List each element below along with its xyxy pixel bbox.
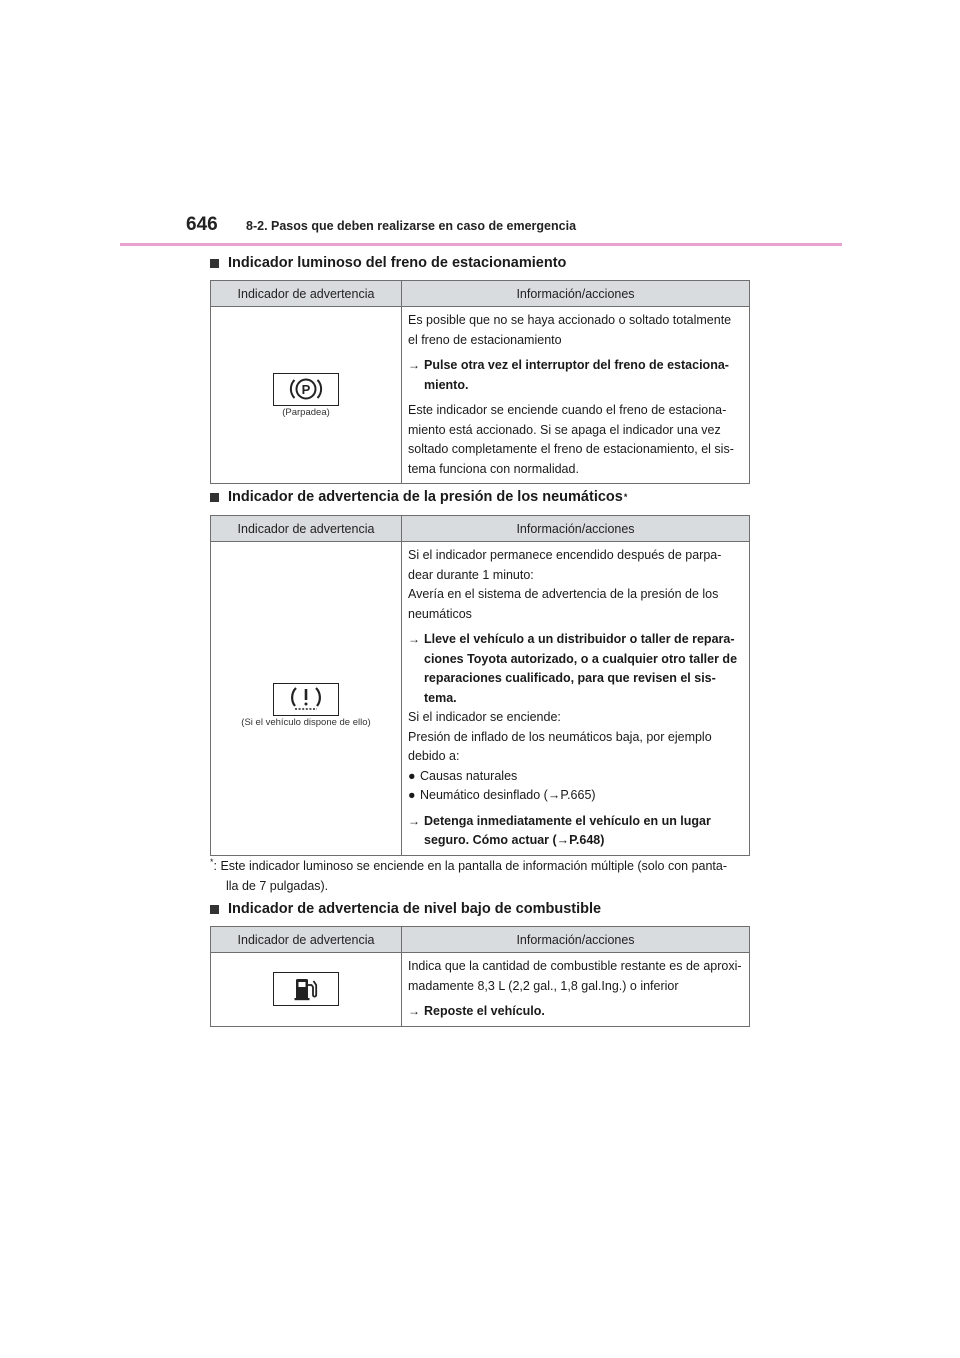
indicator-cell bbox=[211, 307, 402, 484]
bullet-icon: ● bbox=[408, 788, 416, 802]
tire-pressure-icon bbox=[273, 683, 339, 716]
parking-brake-table bbox=[210, 280, 750, 484]
info-text: Es posible que no se haya accionado o soltado totalmente el freno de estacionamiento bbox=[408, 313, 732, 347]
info-cell bbox=[402, 542, 750, 856]
info-cell bbox=[402, 953, 750, 1027]
list-item: ● Causas naturales bbox=[408, 767, 744, 787]
arrow-icon: → bbox=[547, 788, 561, 802]
info-text: Si el indicador se enciende: bbox=[408, 710, 561, 724]
column-header-info: Información/acciones bbox=[402, 927, 750, 953]
section-title-parking-brake: Indicador luminoso del freno de estacionamiento bbox=[210, 255, 566, 271]
info-text: Indica que la cantidad de combustible restante es de aproxi-madamente 8,3 L (2,2 gal., 1,8 gal.Ing.) o inferior bbox=[408, 959, 742, 993]
parking-brake-icon bbox=[273, 373, 339, 406]
column-header-indicator: Indicador de advertencia bbox=[211, 927, 402, 953]
footnote-mark: * bbox=[210, 857, 214, 867]
action-item: → Lleve el vehículo a un distribuidor o taller de repara-ciones Toyota autorizado, o a cualquier otro taller de reparaciones cualificado, para que revisen el sis-tema. bbox=[408, 630, 744, 708]
arrow-icon: → bbox=[408, 632, 420, 646]
list-item: ● Neumático desinflado (→P.665) bbox=[408, 786, 744, 806]
fuel-pump-icon bbox=[273, 972, 339, 1006]
action-item: → Pulse otra vez el interruptor del freno de estaciona-miento. bbox=[408, 356, 744, 395]
arrow-icon: → bbox=[408, 1004, 420, 1018]
square-bullet-icon bbox=[210, 905, 219, 914]
arrow-icon: → bbox=[408, 813, 420, 828]
info-text: Avería en el sistema de advertencia de la presión de los neumáticos bbox=[408, 587, 719, 621]
tire-pressure-table bbox=[210, 515, 750, 856]
action-item: → Reposte el vehículo. bbox=[408, 1002, 744, 1022]
column-header-info: Información/acciones bbox=[402, 516, 750, 542]
info-text: Presión de inflado de los neumáticos baja, por ejemplo debido a: bbox=[408, 729, 712, 763]
page-number: 646 bbox=[186, 214, 218, 235]
info-cell bbox=[402, 307, 750, 484]
action-item: → Detenga inmediatamente el vehículo en un lugar seguro. Cómo actuar (→P.648) bbox=[408, 812, 744, 851]
square-bullet-icon bbox=[210, 259, 219, 268]
footnote: *: Este indicador luminoso se enciende en la pantalla de información múltiple (solo con panta- lla de 7 pulgadas). bbox=[210, 857, 728, 894]
chapter-title: 8-2. Pasos que deben realizarse en caso de emergencia bbox=[246, 219, 577, 233]
square-bullet-icon bbox=[210, 493, 219, 502]
low-fuel-table bbox=[210, 926, 750, 1027]
page-reference-link[interactable]: P.665 bbox=[560, 788, 592, 802]
bullet-icon: ● bbox=[408, 768, 416, 783]
svg-text:P: P bbox=[301, 382, 311, 397]
page-reference-link[interactable]: P.648 bbox=[569, 833, 601, 847]
header-rule bbox=[120, 243, 842, 246]
icon-caption: (Si el vehículo dispone de ello) bbox=[241, 716, 371, 728]
arrow-icon: → bbox=[408, 358, 420, 372]
footnote-mark: * bbox=[623, 492, 628, 502]
info-text: Este indicador se enciende cuando el freno de estaciona-miento está accionado. Si se apaga el indicador una vez soltado completamente el freno de estacionamiento, el sis-tema funciona con normalidad. bbox=[408, 403, 734, 476]
info-text: Si el indicador permanece encendido después de parpa-dear durante 1 minuto: bbox=[408, 548, 722, 582]
column-header-info: Información/acciones bbox=[402, 281, 750, 307]
section-title-tire-pressure: Indicador de advertencia de la presión de los neumáticos * bbox=[210, 489, 627, 505]
column-header-indicator: Indicador de advertencia bbox=[211, 281, 402, 307]
indicator-cell bbox=[211, 953, 402, 1027]
arrow-icon: → bbox=[556, 833, 570, 847]
column-header-indicator: Indicador de advertencia bbox=[211, 516, 402, 542]
indicator-cell bbox=[211, 542, 402, 856]
icon-caption: (Parpadea) bbox=[282, 406, 330, 418]
section-title-low-fuel: Indicador de advertencia de nivel bajo de combustible bbox=[210, 901, 601, 917]
